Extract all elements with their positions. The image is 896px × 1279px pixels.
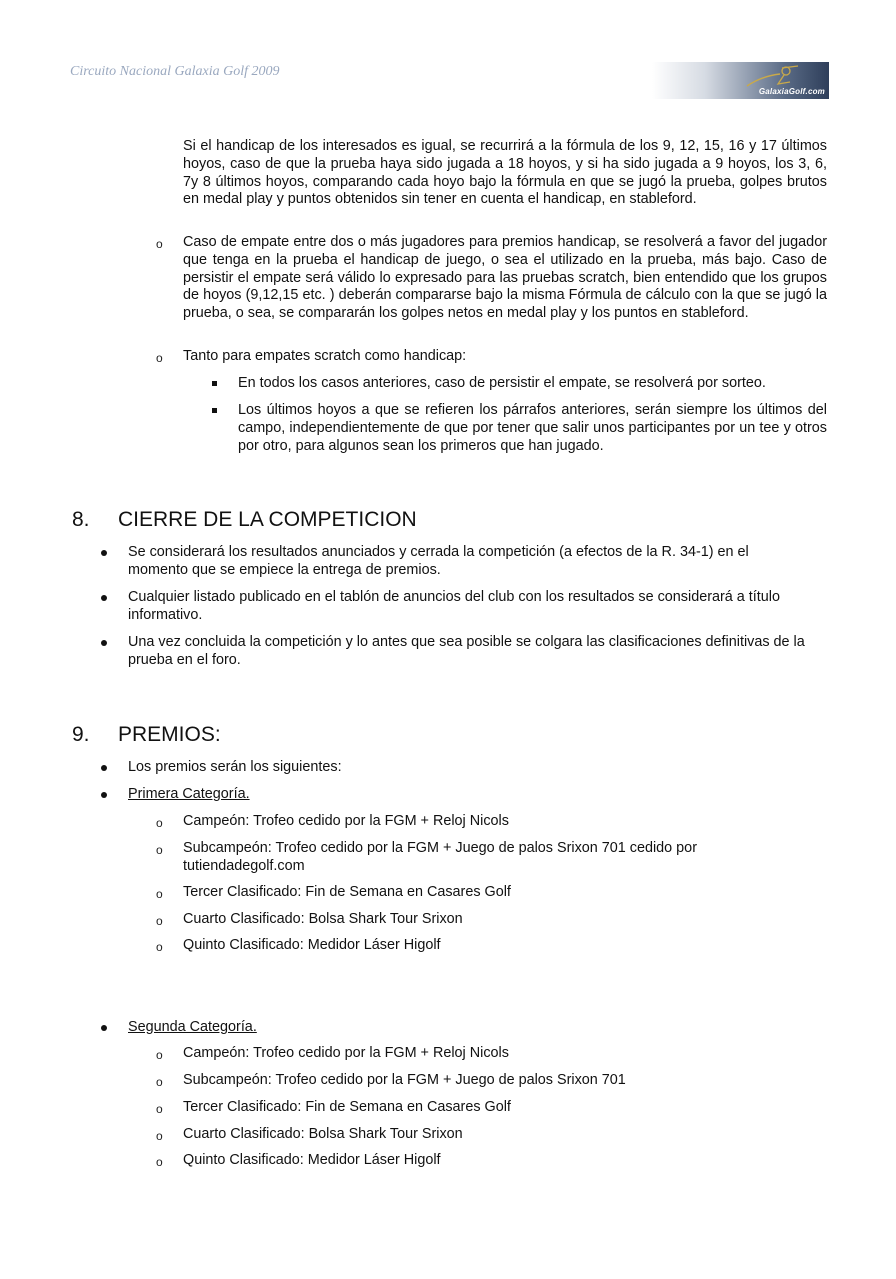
prize-item: Quinto Clasificado: Medidor Láser Higolf [183,937,441,953]
document-header-title: Circuito Nacional Galaxia Golf 2009 [70,64,280,79]
circle-bullet: o [156,1102,163,1116]
prize-item: Subcampeón: Trofeo cedido por la FGM + Juego de palos Srixon 701 [183,1072,626,1088]
circle-bullet: o [156,940,163,954]
square-bullet [212,408,217,413]
list-item: Cualquier listado publicado en el tablón de anuncios del club con los resultados se considerará a título informativo. [128,589,780,623]
dot-bullet [101,792,107,798]
prize-item: Subcampeón: Trofeo cedido por la FGM + Juego de palos Srixon 701 cedido por tutiendadegolf.com [183,840,697,874]
section-title: CIERRE DE LA COMPETICION [118,508,417,531]
prize-item: Campeón: Trofeo cedido por la FGM + Reloj Nicols [183,813,509,829]
prize-item: Cuarto Clasificado: Bolsa Shark Tour Srixon [183,911,463,927]
circle-bullet: o [156,1075,163,1089]
section-number: 8. [72,508,90,531]
circle-bullet: o [156,1129,163,1143]
circle-bullet: o [156,1048,163,1062]
logo-text: GalaxiaGolf.com [758,87,825,96]
list-item: Los últimos hoyos a que se refieren los párrafos anteriores, serán siempre los últimos del campo, independientemente de que por tener que salir unos participantes por un tee y otros por otro, para algunos sean los primeros que han jugado. [238,402,827,454]
prize-item: Quinto Clasificado: Medidor Láser Higolf [183,1152,441,1168]
prize-item: Tercer Clasificado: Fin de Semana en Casares Golf [183,884,511,900]
intro-paragraph: Si el handicap de los interesados es igual, se recurrirá a la fórmula de los 9, 12, 15, 16 y 17 últimos hoyos, caso de que la prueba haya sido jugada a 18 hoyos, y si ha sido jugada a 9 hoyos, los 3, 6, 7y 8 últimos hoyos, comparando cada hoyo bajo la fórmula en que se jugó la prueba, golpes brutos en medal play y puntos obtenidos sin tener en cuenta el handicap, en stableford. [183,138,827,208]
category-label: Primera Categoría. [128,786,250,802]
circle-bullet: o [156,351,163,365]
list-item: Los premios serán los siguientes: [128,759,342,775]
list-item: Se considerará los resultados anunciados y cerrada la competición (a efectos de la R. 34-1) en el momento que se empiece la entrega de premios. [128,544,749,578]
dot-bullet [101,1025,107,1031]
list-item: En todos los casos anteriores, caso de persistir el empate, se resolverá por sorteo. [238,375,766,391]
list-item: Una vez concluida la competición y lo antes que sea posible se colgara las clasificaciones definitivas de la prueba en el foro. [128,634,805,668]
circle-bullet: o [156,843,163,857]
prize-item: Tercer Clasificado: Fin de Semana en Casares Golf [183,1099,511,1115]
circle-bullet: o [156,887,163,901]
dot-bullet [101,595,107,601]
dot-bullet [101,550,107,556]
dot-bullet [101,640,107,646]
prize-item: Cuarto Clasificado: Bolsa Shark Tour Srixon [183,1126,463,1142]
prize-item: Campeón: Trofeo cedido por la FGM + Reloj Nicols [183,1045,509,1061]
square-bullet [212,381,217,386]
circle-bullet: o [156,237,163,251]
galaxiagolf-logo [652,62,829,99]
list-item: Tanto para empates scratch como handicap: [183,348,467,364]
section-number: 9. [72,723,90,746]
circle-bullet: o [156,1155,163,1169]
circle-bullet: o [156,816,163,830]
category-label: Segunda Categoría. [128,1019,257,1035]
dot-bullet [101,765,107,771]
circle-bullet: o [156,914,163,928]
section-title: PREMIOS: [118,723,221,746]
list-item: Caso de empate entre dos o más jugadores para premios handicap, se resolverá a favor del jugador que tenga en la prueba el handicap de juego, o sea el utilizado en la prueba, más bajo. Caso de persistir el empate será válido lo expresado para las pruebas scratch, bien entendido que los grupos de hoyos (9,12,15 etc. ) deberán compararse bajo la misma Fórmula de cálculo con la que se jugó la prueba, o sea, se compararán los golpes netos en medal play y los puntos en stableford. [183,234,827,322]
